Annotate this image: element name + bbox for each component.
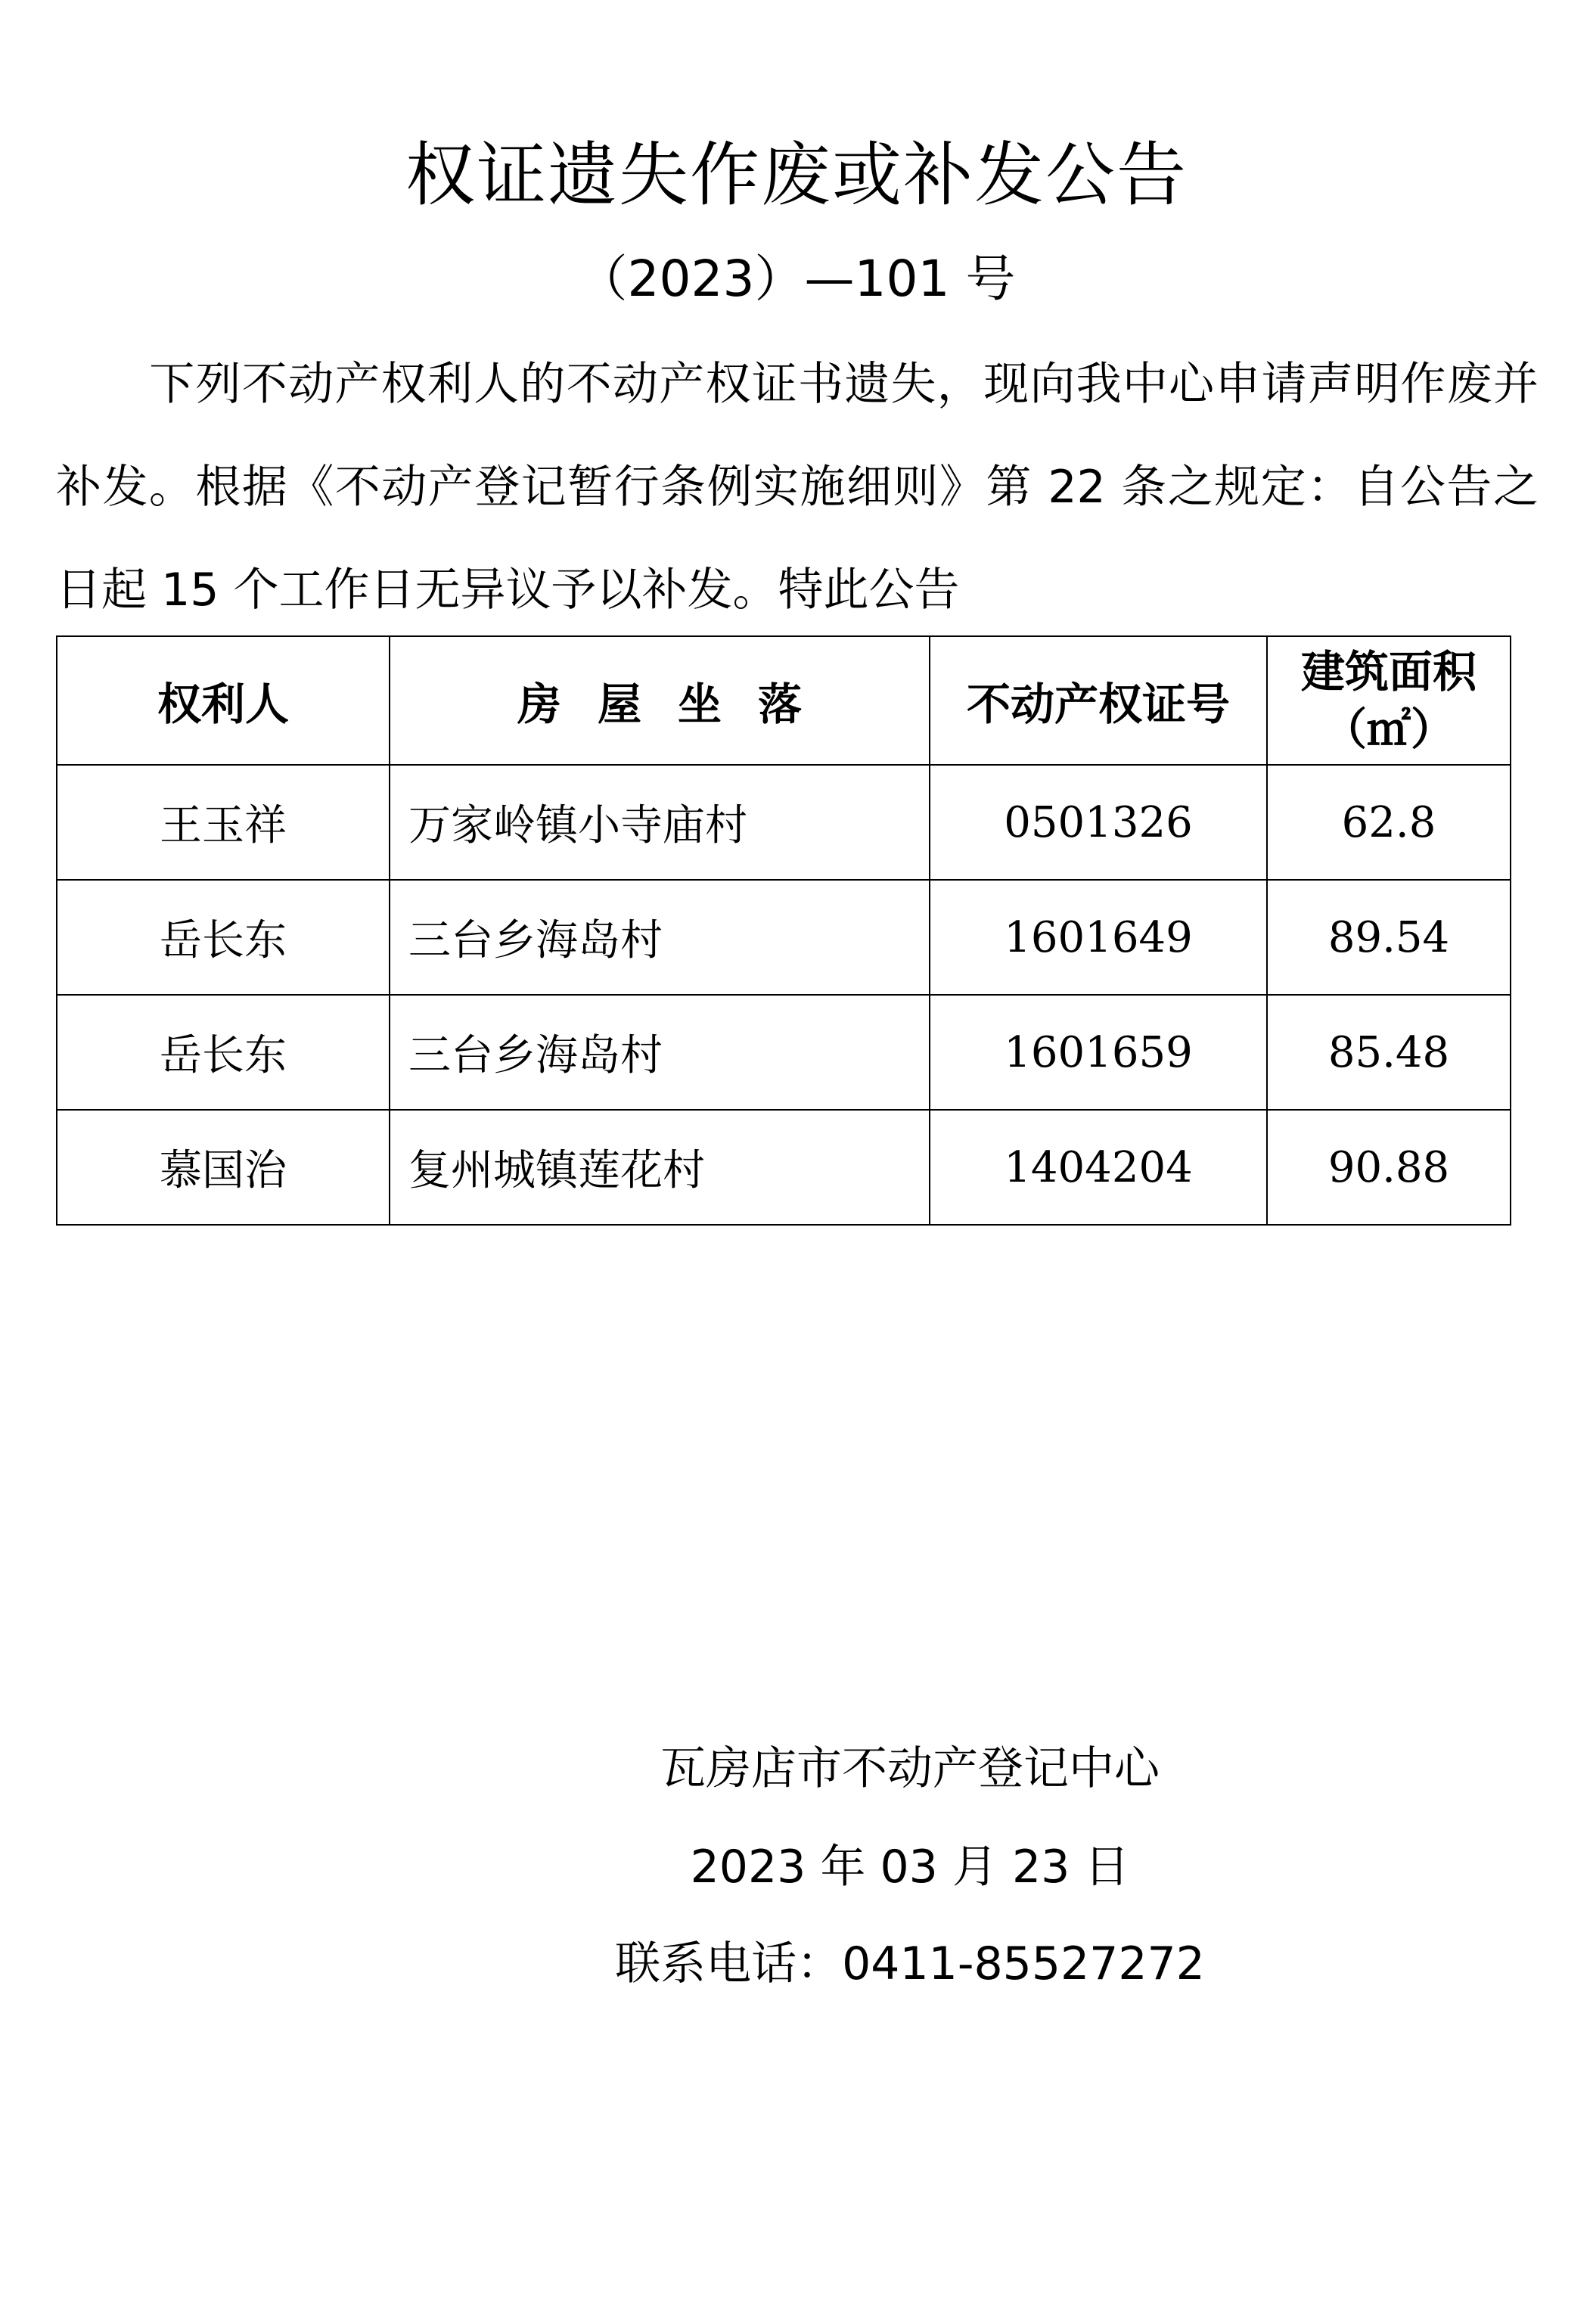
cell-area: 90.88	[1267, 1110, 1511, 1225]
announcement-text: 下列不动产权利人的不动产权证书遗失，现向我中心申请声明作废并补发。根据《不动产登记暂行条例实施细则》第 22 条之规定：自公告之日起 15 个工作日无异议予以补发。特此公告	[56, 358, 1539, 617]
header-holder: 权利人	[57, 636, 390, 765]
header-area: 建筑面积 （㎡）	[1267, 636, 1511, 765]
cell-location: 复州城镇莲花村	[390, 1110, 930, 1225]
cell-area: 89.54	[1267, 880, 1511, 995]
cell-cert-no: 1601659	[930, 995, 1267, 1110]
contact-phone: 联系电话：0411-85527272	[615, 1937, 1205, 1990]
cell-holder: 王玉祥	[57, 765, 390, 880]
table-row	[57, 995, 1511, 1110]
page-title: 权证遗失作废或补发公告	[405, 135, 1188, 216]
announcement-body	[56, 333, 1539, 642]
header-location: 房 屋 坐 落	[390, 636, 930, 765]
issue-date: 2023 年 03 月 23 日	[690, 1841, 1130, 1894]
table-row	[57, 765, 1511, 880]
table-row	[57, 880, 1511, 995]
cell-location: 万家岭镇小寺庙村	[390, 765, 930, 880]
cell-area: 85.48	[1267, 995, 1511, 1110]
cell-location: 三台乡海岛村	[390, 995, 930, 1110]
cell-holder: 岳长东	[57, 995, 390, 1110]
announcement-number: （2023）—101 号	[577, 250, 1016, 308]
cell-holder: 岳长东	[57, 880, 390, 995]
cell-cert-no: 0501326	[930, 765, 1267, 880]
table-header-row	[57, 636, 1511, 765]
cell-cert-no: 1404204	[930, 1110, 1267, 1225]
cell-holder: 慕国治	[57, 1110, 390, 1225]
header-cert-no: 不动产权证号	[930, 636, 1267, 765]
issuer: 瓦房店市不动产登记中心	[660, 1742, 1160, 1795]
records-table	[56, 635, 1511, 1226]
cell-location: 三台乡海岛村	[390, 880, 930, 995]
cell-cert-no: 1601649	[930, 880, 1267, 995]
table-row	[57, 1110, 1511, 1225]
cell-area: 62.8	[1267, 765, 1511, 880]
